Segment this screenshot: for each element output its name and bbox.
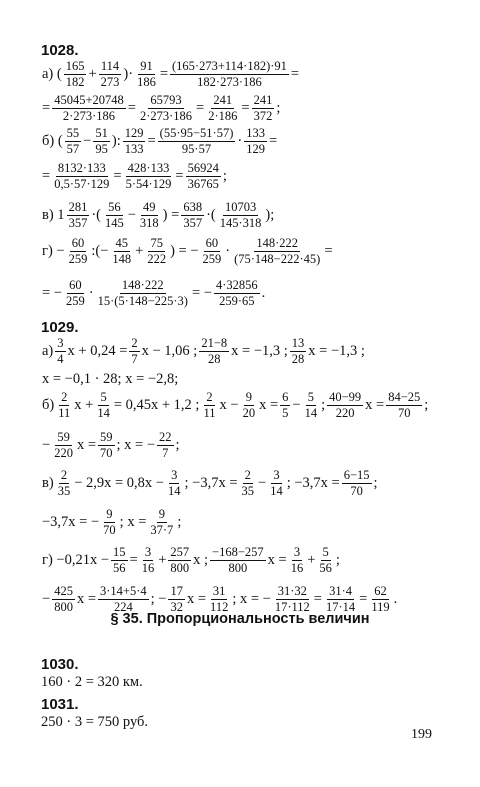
fraction-denominator: 2·273·186 [139, 109, 193, 124]
fraction-numerator: 60 [204, 237, 221, 252]
math-text: = [196, 100, 205, 117]
math-text: ); [265, 207, 275, 224]
fraction [110, 237, 133, 266]
fraction-denominator: 37·7 [150, 523, 174, 538]
fraction-numerator: 49 [141, 201, 158, 216]
math-line [41, 60, 300, 89]
fraction-numerator: 4·32856 [214, 279, 260, 294]
fraction [98, 431, 115, 460]
fraction-numerator: 638 [181, 201, 204, 216]
fraction-numerator: 428·133 [126, 162, 172, 177]
math-text: ; [424, 397, 429, 414]
math-text: :(− [91, 243, 109, 260]
problem-number-1028: 1028. [41, 42, 79, 59]
fraction-numerator: 65793 [148, 94, 183, 109]
fraction-denominator: 220 [335, 406, 355, 421]
fraction-denominator: 2·186 [208, 109, 238, 124]
math-text: ·( [91, 207, 101, 224]
fraction-denominator: 148 [112, 252, 132, 267]
math-text: − [42, 591, 51, 608]
math-text: ; x = − [116, 437, 156, 454]
fraction-denominator: 224 [113, 600, 133, 615]
fraction-numerator: 3 [292, 546, 302, 561]
math-line [41, 201, 275, 230]
fraction-denominator: 57 [66, 142, 80, 157]
fraction [101, 508, 118, 537]
fraction-numerator: 5 [306, 391, 316, 406]
fraction-denominator: 28 [291, 352, 305, 367]
math-text: = [290, 66, 300, 83]
math-text: + [307, 552, 316, 569]
fraction [206, 94, 239, 123]
math-line [41, 162, 228, 191]
math-line [41, 546, 341, 575]
math-text: · [88, 285, 94, 302]
math-line [41, 94, 281, 123]
fraction-numerator: 3 [55, 337, 65, 352]
math-line [41, 337, 366, 366]
fraction-denominator: 70 [350, 484, 363, 499]
fraction-denominator: 145·318 [219, 216, 262, 231]
math-text: . [393, 591, 398, 608]
fraction-numerator: 9 [244, 391, 254, 406]
fraction [324, 585, 357, 614]
math-text: + [88, 66, 97, 83]
fraction [56, 469, 73, 498]
fraction-denominator: 145 [104, 216, 124, 231]
fraction-denominator: 56 [319, 561, 332, 576]
fraction-numerator: 59 [98, 431, 115, 446]
math-text: = [175, 168, 184, 185]
math-text: ; [321, 397, 326, 414]
fraction-numerator: 6 [280, 391, 290, 406]
math-text: . [261, 285, 266, 302]
fraction-denominator: 14 [270, 484, 283, 499]
fraction-numerator: 40−99 [327, 391, 363, 406]
fraction-numerator: 60 [70, 237, 87, 252]
math-text: ): [111, 133, 121, 150]
math-text: + [158, 552, 167, 569]
math-line [41, 237, 334, 266]
fraction-numerator: 3 [169, 469, 179, 484]
fraction-denominator: 70 [100, 446, 113, 461]
fraction-denominator: 222 [147, 252, 167, 267]
fraction [199, 337, 229, 366]
fraction [327, 391, 363, 420]
fraction [240, 469, 257, 498]
fraction-denominator: 70 [398, 406, 411, 421]
fraction [157, 431, 174, 460]
fraction-denominator: 14 [167, 484, 181, 499]
fraction-denominator: 119 [371, 600, 390, 615]
math-text: ) = [162, 207, 180, 224]
math-text: x = −1,3 ; [231, 343, 288, 360]
problem-number-1029: 1029. [41, 319, 79, 336]
math-text: − [42, 437, 51, 454]
fraction [170, 60, 289, 89]
fraction-denominator: 5 [282, 406, 289, 421]
math-text: ; [175, 437, 180, 454]
fraction-denominator: 28 [208, 352, 221, 367]
fraction-denominator: 318 [139, 216, 159, 231]
fraction [210, 546, 266, 575]
math-text: x = −1,3 ; [308, 343, 365, 360]
fraction-denominator: 35 [57, 484, 71, 499]
fraction-numerator: 133 [244, 127, 267, 142]
math-text: = [324, 243, 333, 260]
fraction-denominator: 220 [54, 446, 73, 461]
fraction-numerator: (55·95−51·57) [158, 127, 236, 142]
math-text: б) [42, 397, 55, 414]
math-text: = [359, 591, 368, 608]
fraction-numerator: −168−257 [210, 546, 266, 561]
fraction-numerator: 51 [93, 127, 110, 142]
fraction-numerator: 5 [98, 391, 108, 406]
fraction-numerator: 60 [67, 279, 84, 294]
fraction-numerator: 3·14+5·4 [98, 585, 149, 600]
fraction [244, 127, 267, 156]
fraction-numerator: 241 [211, 94, 234, 109]
math-text: x − 1,06 ; [141, 343, 198, 360]
fraction [52, 162, 111, 191]
fraction-numerator: 2 [59, 469, 69, 484]
fraction [95, 391, 112, 420]
math-text: в) [42, 475, 54, 492]
fraction [64, 60, 87, 89]
math-text: · [237, 133, 243, 150]
fraction-denominator: 259·65 [219, 294, 255, 309]
fraction-numerator: 17 [168, 585, 185, 600]
fraction-numerator: 5 [321, 546, 331, 561]
fraction [123, 127, 146, 156]
section-title: § 35. Пропорциональность величин [110, 611, 370, 627]
math-line [41, 508, 182, 537]
fraction [218, 201, 264, 230]
math-text: x + [74, 397, 94, 414]
fraction [290, 337, 307, 366]
math-text: = [127, 100, 136, 117]
math-text: = [159, 66, 169, 83]
math-text: ) = − [170, 243, 199, 260]
fraction-denominator: 5·54·129 [125, 177, 172, 192]
math-text: x = [259, 397, 279, 414]
fraction [252, 94, 275, 123]
fraction [140, 546, 157, 575]
math-text: = − [42, 285, 62, 302]
fraction-denominator: 112 [210, 600, 229, 615]
fraction-numerator: 2 [204, 391, 214, 406]
math-text: · [225, 243, 231, 260]
fraction-numerator: 3 [143, 546, 153, 561]
math-text: x = −0,1 · 28; x = −2,8; [42, 371, 179, 388]
fraction [124, 162, 174, 191]
fraction-numerator: 2 [129, 337, 139, 352]
math-text: г) −0,21x − [42, 552, 110, 569]
fraction [303, 391, 320, 420]
math-text: ; − [150, 591, 167, 608]
fraction-denominator: 259 [65, 294, 85, 309]
fraction [181, 201, 204, 230]
fraction-numerator: 257 [168, 546, 191, 561]
math-text: = [268, 133, 278, 150]
math-text: x = [365, 397, 385, 414]
fraction-numerator: 59 [55, 431, 72, 446]
fraction [96, 279, 190, 308]
fraction [168, 585, 185, 614]
fraction [241, 391, 258, 420]
math-text: = [113, 168, 122, 185]
fraction [98, 585, 149, 614]
fraction [93, 127, 110, 156]
math-text: − [258, 475, 267, 492]
fraction-denominator: 70 [103, 523, 116, 538]
math-line [41, 279, 266, 308]
fraction [166, 469, 183, 498]
math-text: = [147, 133, 156, 150]
fraction [158, 127, 236, 156]
math-text: ; [222, 168, 227, 185]
fraction-numerator: 165 [64, 60, 87, 75]
math-text: x + 0,24 = [67, 343, 128, 360]
fraction-denominator: 56 [113, 561, 126, 576]
fraction-numerator: 9 [104, 508, 114, 523]
math-text: = [42, 168, 51, 185]
math-line [41, 431, 181, 460]
fraction-numerator: 31·4 [327, 585, 354, 600]
fraction-numerator: 148·222 [120, 279, 166, 294]
fraction-denominator: (75·148−222·45) [234, 252, 321, 267]
math-text: − 2,9x = 0,8x − [74, 475, 164, 492]
fraction [55, 337, 65, 366]
fraction-numerator: 148·222 [254, 237, 300, 252]
fraction [65, 127, 82, 156]
fraction [129, 337, 139, 366]
math-text: = [241, 100, 250, 117]
fraction-numerator: 2 [243, 469, 253, 484]
math-text: )· [123, 66, 134, 83]
fraction [52, 585, 75, 614]
fraction-numerator: 56 [106, 201, 123, 216]
math-text: б) ( [42, 133, 63, 150]
fraction-denominator: 14 [304, 406, 318, 421]
fraction [56, 391, 72, 420]
fraction [280, 391, 290, 420]
math-text: + [135, 243, 144, 260]
fraction-denominator: 800 [170, 561, 190, 576]
math-text: ; x = [119, 514, 147, 531]
math-text: ; [373, 475, 378, 492]
fraction-numerator: (165·273+114·182)·91 [170, 60, 289, 75]
fraction [99, 60, 122, 89]
math-line [41, 391, 429, 420]
fraction [168, 546, 191, 575]
math-text: x − [219, 397, 239, 414]
fraction-denominator: 129 [246, 142, 265, 157]
fraction-numerator: 10703 [223, 201, 258, 216]
fraction-denominator: 32 [170, 600, 183, 615]
fraction [52, 94, 126, 123]
fraction-numerator: 45045+20748 [52, 94, 126, 109]
problem-number-1031: 1031. [41, 696, 79, 713]
fraction [208, 585, 230, 614]
fraction-denominator: 95·57 [181, 142, 212, 157]
fraction-denominator: 800 [54, 600, 73, 615]
math-text: ; x = − [232, 591, 271, 608]
fraction-denominator: 259 [202, 252, 222, 267]
math-text: x = [76, 437, 96, 454]
fraction [386, 391, 422, 420]
fraction [138, 94, 194, 123]
math-text: = − [191, 285, 212, 302]
fraction-denominator: 273 [100, 75, 120, 90]
problem-solution-1030: 160 · 2 = 320 км. [41, 674, 143, 690]
fraction [201, 391, 217, 420]
math-line [41, 585, 398, 614]
fraction-numerator: 129 [123, 127, 146, 142]
fraction-numerator: 2 [59, 391, 69, 406]
fraction-denominator: 16 [290, 561, 304, 576]
fraction [317, 546, 334, 575]
fraction-denominator: 2·273·186 [62, 109, 115, 124]
fraction [145, 237, 168, 266]
fraction-numerator: 56924 [186, 162, 221, 177]
fraction [103, 201, 126, 230]
fraction-denominator: 35 [241, 484, 254, 499]
fraction-numerator: 55 [65, 127, 82, 142]
fraction-numerator: 281 [67, 201, 90, 216]
fraction-denominator: 357 [68, 216, 88, 231]
fraction-numerator: 9 [157, 508, 167, 523]
fraction-denominator: 372 [253, 109, 273, 124]
fraction-numerator: 15 [111, 546, 128, 561]
fraction [186, 162, 221, 191]
fraction-denominator: 15·(5·148−225·3) [97, 294, 188, 309]
math-text: в) 1 [42, 207, 65, 224]
math-text: г) − [42, 243, 65, 260]
fraction-numerator: 21−8 [199, 337, 229, 352]
fraction-denominator: 800 [228, 561, 248, 576]
fraction-numerator: 84−25 [386, 391, 422, 406]
fraction-numerator: 13 [290, 337, 307, 352]
math-text: ; [177, 514, 182, 531]
fraction [289, 546, 306, 575]
math-line [41, 127, 278, 156]
fraction [201, 237, 224, 266]
fraction [273, 585, 312, 614]
fraction-numerator: 8132·133 [56, 162, 108, 177]
math-text: ·( [206, 207, 216, 224]
math-text: а) [42, 343, 54, 360]
fraction-numerator: 91 [138, 60, 155, 75]
fraction-numerator: 114 [99, 60, 121, 75]
math-text: − [127, 207, 136, 224]
fraction-denominator: 11 [203, 406, 216, 421]
math-text: ; −3,7x = [184, 475, 238, 492]
fraction-denominator: 7 [162, 446, 169, 461]
fraction-numerator: 22 [157, 431, 174, 446]
fraction-denominator: 133 [124, 142, 144, 157]
math-line [41, 469, 379, 498]
fraction-denominator: 7 [131, 352, 138, 367]
fraction-denominator: 4 [57, 352, 64, 367]
math-text: ; [335, 552, 340, 569]
fraction-numerator: 75 [148, 237, 165, 252]
math-text: = [42, 100, 51, 117]
fraction-numerator: 62 [372, 585, 389, 600]
fraction [214, 279, 260, 308]
fraction-denominator: 0,5·57·129 [54, 177, 110, 192]
problem-solution-1031: 250 · 3 = 750 руб. [41, 714, 149, 730]
fraction [148, 508, 175, 537]
fraction-denominator: 186 [137, 75, 156, 90]
math-text: ; −3,7x = [286, 475, 340, 492]
fraction-numerator: 31·32 [276, 585, 309, 600]
math-text: x = [267, 552, 287, 569]
math-line [41, 372, 179, 387]
fraction-numerator: 241 [252, 94, 275, 109]
fraction-numerator: 6−15 [342, 469, 372, 484]
math-text: ; [276, 100, 281, 117]
math-text: а) ( [42, 66, 62, 83]
fraction [52, 431, 75, 460]
fraction [268, 469, 285, 498]
math-text: = [313, 591, 322, 608]
fraction-numerator: 31 [211, 585, 228, 600]
fraction [342, 469, 372, 498]
fraction-denominator: 182·273·186 [197, 75, 262, 90]
fraction [138, 201, 161, 230]
math-text: − [83, 133, 92, 150]
fraction [369, 585, 391, 614]
fraction-denominator: 182 [65, 75, 85, 90]
fraction-numerator: 425 [52, 585, 75, 600]
page-number: 199 [411, 727, 432, 742]
fraction [67, 237, 90, 266]
fraction-numerator: 45 [114, 237, 131, 252]
math-text: x ; [193, 552, 209, 569]
fraction-denominator: 16 [141, 561, 155, 576]
fraction [232, 237, 322, 266]
math-text: − [292, 397, 301, 414]
fraction [64, 279, 87, 308]
fraction-denominator: 17·14 [325, 600, 356, 615]
math-text: x = [76, 591, 96, 608]
math-text: = 0,45x + 1,2 ; [113, 397, 200, 414]
fraction-denominator: 95 [95, 142, 108, 157]
fraction-denominator: 357 [183, 216, 203, 231]
math-text: x = [186, 591, 207, 608]
fraction-denominator: 20 [242, 406, 256, 421]
fraction [67, 201, 90, 230]
fraction-denominator: 11 [58, 406, 71, 421]
fraction-denominator: 17·112 [274, 600, 310, 615]
fraction [135, 60, 158, 89]
problem-number-1030: 1030. [41, 656, 79, 673]
math-text: = [129, 552, 138, 569]
fraction-numerator: 3 [271, 469, 281, 484]
fraction-denominator: 259 [68, 252, 88, 267]
fraction [111, 546, 128, 575]
fraction-denominator: 36765 [187, 177, 219, 192]
math-text: −3,7x = − [42, 514, 100, 531]
fraction-denominator: 14 [97, 406, 110, 421]
